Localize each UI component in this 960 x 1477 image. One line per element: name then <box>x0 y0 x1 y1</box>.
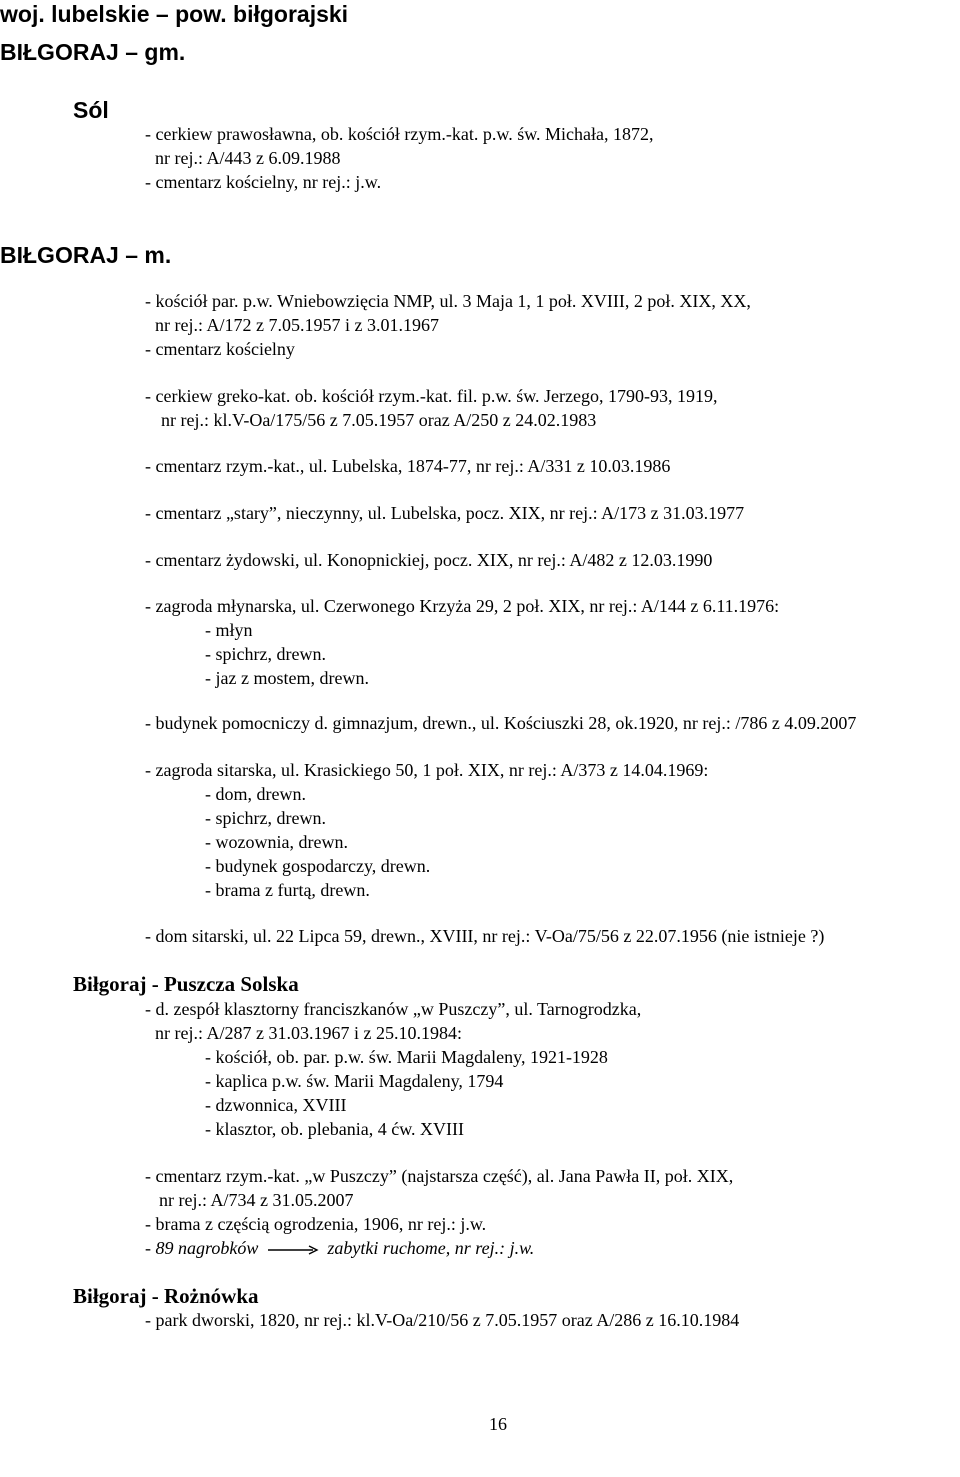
arrow-right-icon <box>265 1244 321 1256</box>
puszcza-entry: nr rej.: A/734 z 31.05.2007 <box>159 1190 354 1210</box>
miasto-subentry: - dom, drewn. <box>205 784 306 804</box>
sol-entry: nr rej.: A/443 z 6.09.1988 <box>155 148 341 168</box>
gmina-heading: BIŁGORAJ – gm. <box>0 39 186 65</box>
roznowka-entry: - park dworski, 1820, nr rej.: kl.V-Oa/210/56 z 7.05.1957 oraz A/286 z 16.10.1984 <box>145 1310 740 1330</box>
miasto-entry: - zagroda sitarska, ul. Krasickiego 50, 1 poł. XIX, nr rej.: A/373 z 14.04.1969: <box>145 760 709 780</box>
miasto-subentry: - wozownia, drewn. <box>205 832 348 852</box>
miasto-subentry: - jaz z mostem, drewn. <box>205 668 369 688</box>
region-heading: woj. lubelskie – pow. biłgorajski <box>0 1 349 27</box>
miasto-subentry: - spichrz, drewn. <box>205 808 326 828</box>
miasto-entry: - budynek pomocniczy d. gimnazjum, drewn., ul. Kościuszki 28, ok.1920, nr rej.: /786 z 4.09.2007 <box>145 713 857 733</box>
miasto-entry: - dom sitarski, ul. 22 Lipca 59, drewn., XVIII, nr rej.: V-Oa/75/56 z 22.07.1956 (nie istnieje ?) <box>145 926 825 946</box>
roznowka-heading: Biłgoraj - Rożnówka <box>73 1284 259 1308</box>
miasto-entry: - cerkiew greko-kat. ob. kościół rzym.-kat. fil. p.w. św. Jerzego, 1790-93, 1919, <box>145 386 718 406</box>
ruchome-text: zabytki ruchome, nr rej.: j.w. <box>327 1238 535 1258</box>
miasto-entry: nr rej.: A/172 z 7.05.1957 i z 3.01.1967 <box>155 315 439 335</box>
miasto-entry: nr rej.: kl.V-Oa/175/56 z 7.05.1957 oraz A/250 z 24.02.1983 <box>161 410 597 430</box>
puszcza-subentry: - kaplica p.w. św. Marii Magdaleny, 1794 <box>205 1071 504 1091</box>
puszcza-entry: - d. zespół klasztorny franciszkanów „w Puszczy”, ul. Tarnogrodzka, <box>145 999 642 1019</box>
miasto-entry: - cmentarz „stary”, nieczynny, ul. Lubelska, pocz. XIX, nr rej.: A/173 z 31.03.1977 <box>145 503 745 523</box>
miasto-entry: - kościół par. p.w. Wniebowzięcia NMP, ul. 3 Maja 1, 1 poł. XVIII, 2 poł. XIX, XX, <box>145 291 751 311</box>
sol-entry: - cerkiew prawosławna, ob. kościół rzym.-kat. p.w. św. Michała, 1872, <box>145 124 654 144</box>
sol-entry: - cmentarz kościelny, nr rej.: j.w. <box>145 172 382 192</box>
puszcza-entry: - cmentarz rzym.-kat. „w Puszczy” (najstarsza część), al. Jana Pawła II, poł. XIX, <box>145 1166 734 1186</box>
miasto-entry: - cmentarz rzym.-kat., ul. Lubelska, 1874-77, nr rej.: A/331 z 10.03.1986 <box>145 456 671 476</box>
miasto-subentry: - spichrz, drewn. <box>205 644 326 664</box>
miasto-subentry: - młyn <box>205 620 253 640</box>
puszcza-entry: nr rej.: A/287 z 31.03.1967 i z 25.10.1984: <box>155 1023 462 1043</box>
puszcza-entry-italic <box>145 1237 534 1259</box>
miasto-subentry: - brama z furtą, drewn. <box>205 880 370 900</box>
miasto-subentry: - budynek gospodarczy, drewn. <box>205 856 431 876</box>
puszcza-subentry: - kościół, ob. par. p.w. św. Marii Magdaleny, 1921-1928 <box>205 1047 608 1067</box>
page-number: 16 <box>489 1414 507 1434</box>
sol-heading: Sól <box>73 97 109 123</box>
miasto-entry: - cmentarz żydowski, ul. Konopnickiej, pocz. XIX, nr rej.: A/482 z 12.03.1990 <box>145 550 713 570</box>
miasto-entry: - zagroda młynarska, ul. Czerwonego Krzyża 29, 2 poł. XIX, nr rej.: A/144 z 6.11.1976: <box>145 596 780 616</box>
puszcza-entry: - brama z częścią ogrodzenia, 1906, nr rej.: j.w. <box>145 1214 487 1234</box>
nagrobki-text: - 89 nagrobków <box>145 1238 259 1258</box>
puszcza-subentry: - dzwonnica, XVIII <box>205 1095 347 1115</box>
miasto-entry: - cmentarz kościelny <box>145 339 295 359</box>
miasto-heading: BIŁGORAJ – m. <box>0 242 172 268</box>
puszcza-heading: Biłgoraj - Puszcza Solska <box>73 972 299 996</box>
puszcza-subentry: - klasztor, ob. plebania, 4 ćw. XVIII <box>205 1119 465 1139</box>
